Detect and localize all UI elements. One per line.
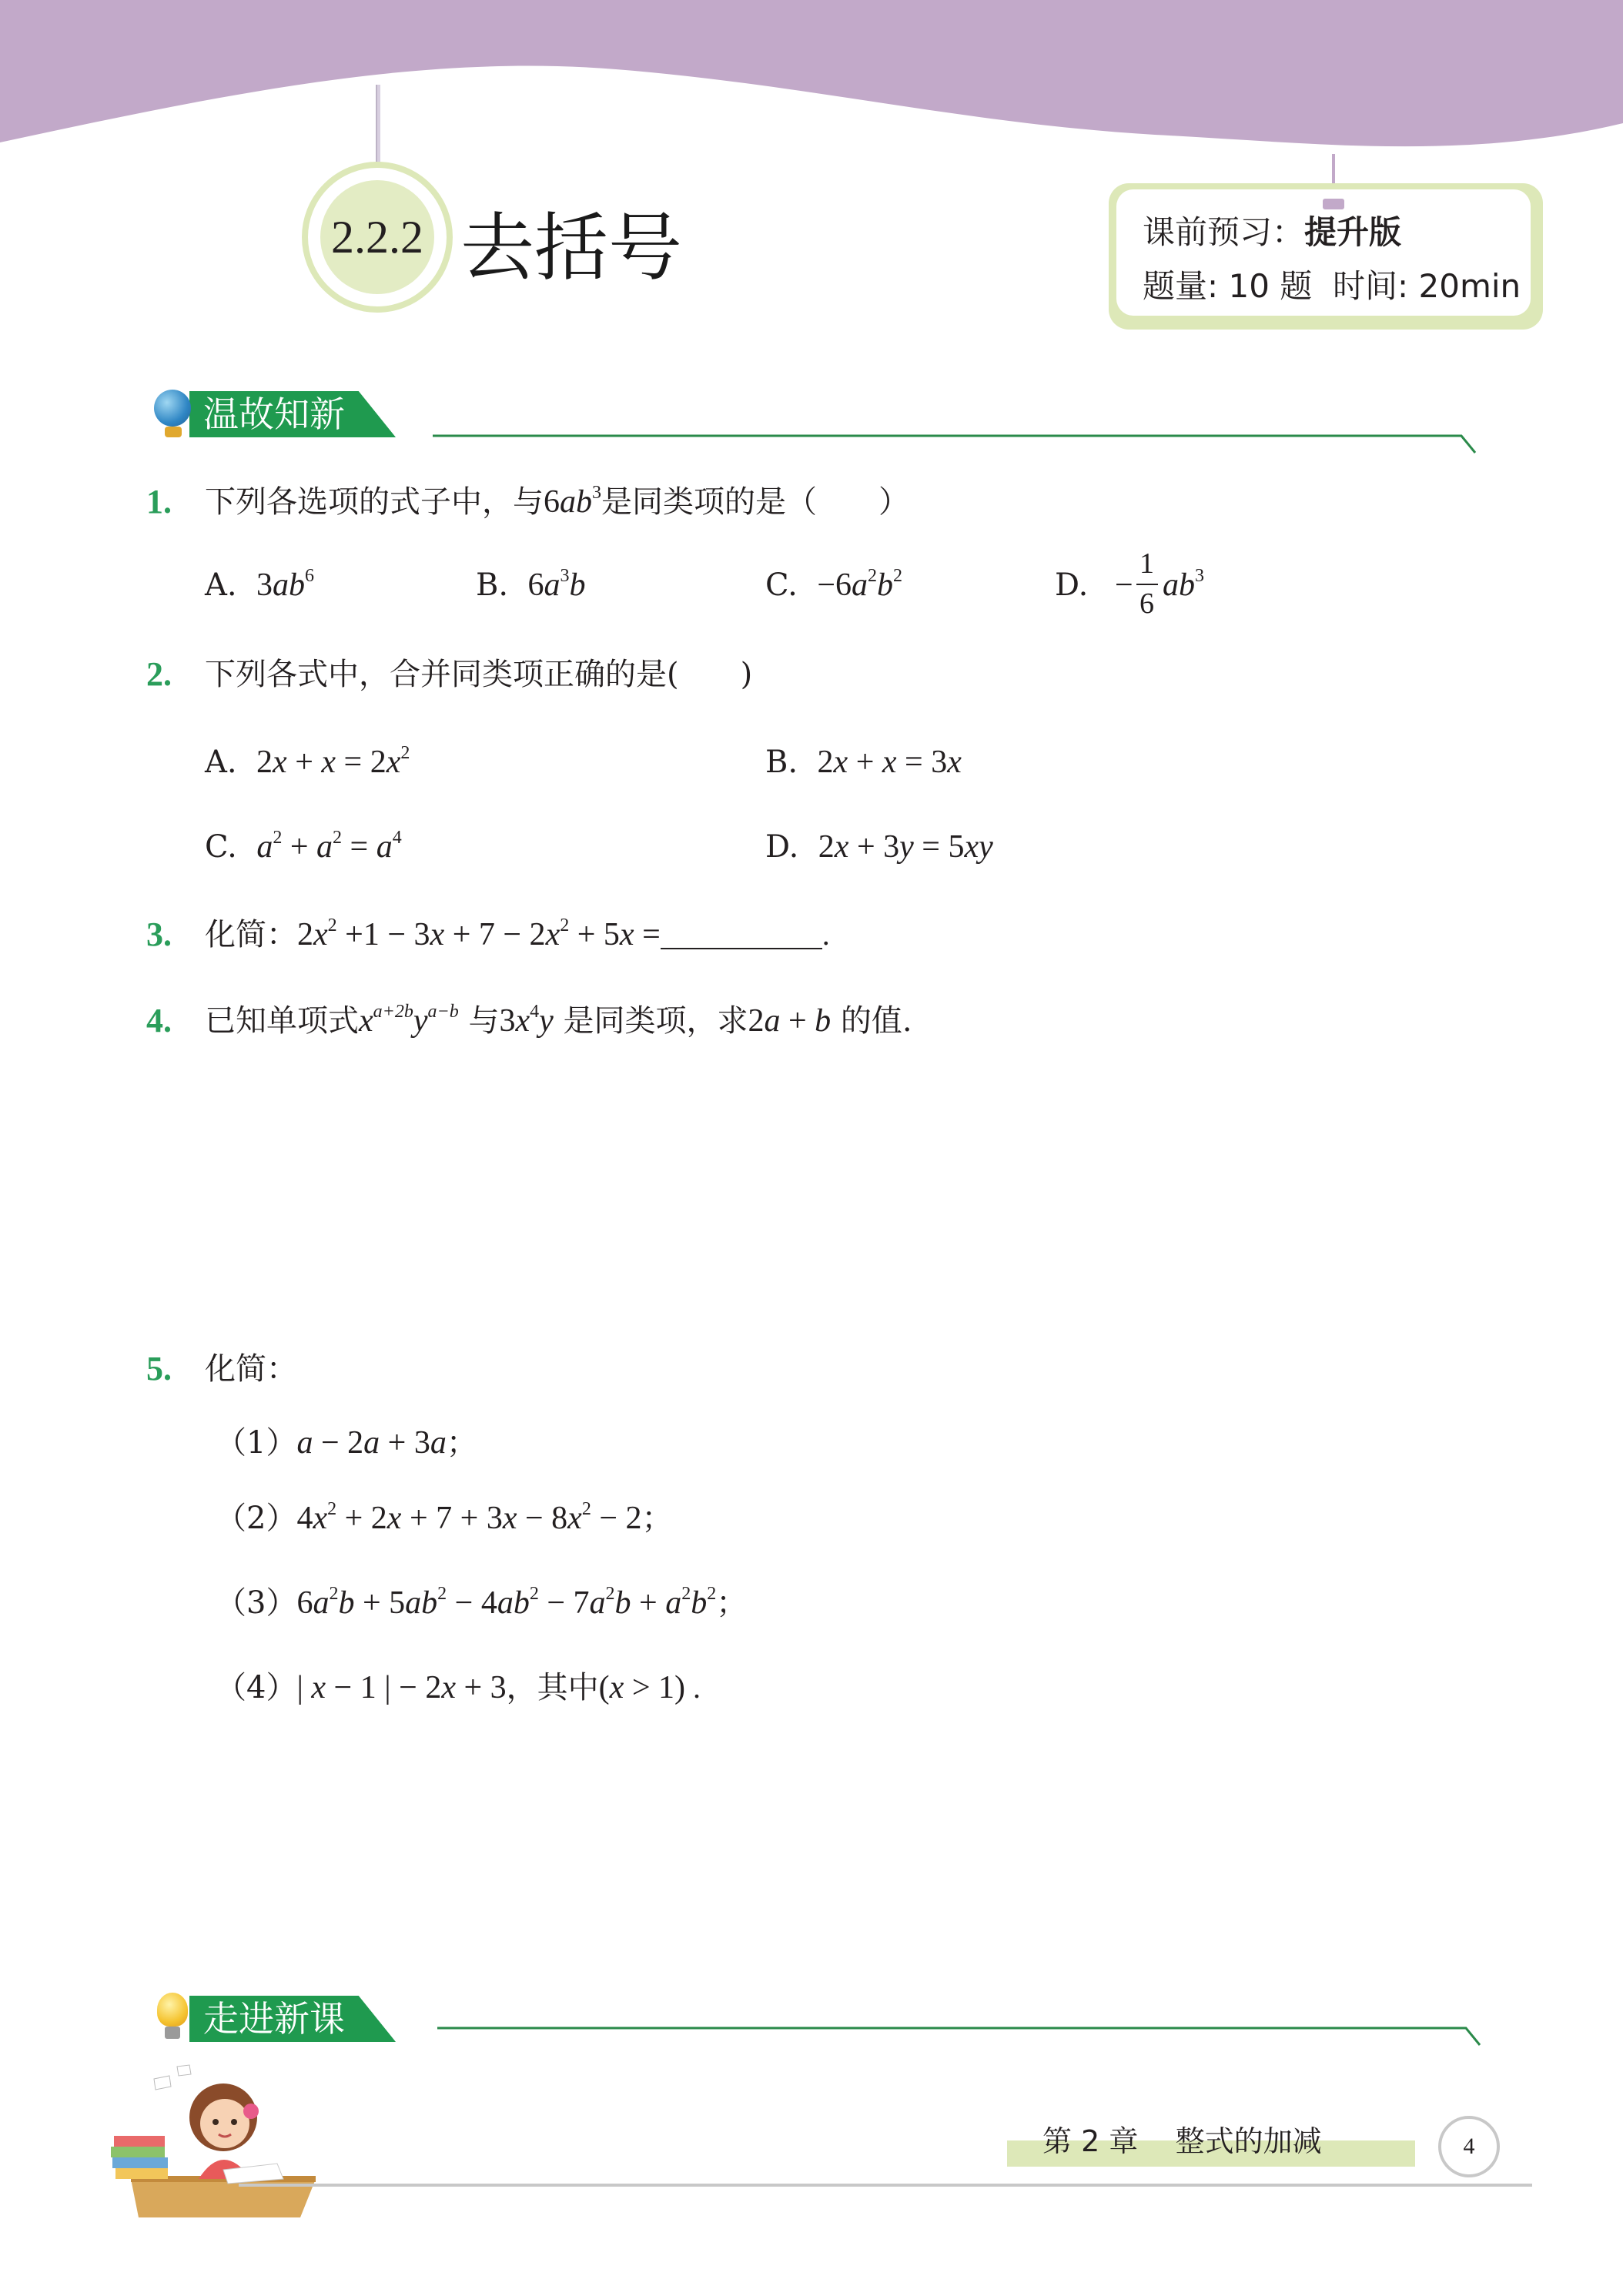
option-c[interactable]: C. $-6a^2b^2$ [765,566,903,603]
badge-level: 提升版 [1304,213,1402,251]
page-number: 4 [1463,2134,1475,2159]
section-tab-review [149,385,403,440]
question-number: 3. [146,915,172,953]
hanging-string [376,85,380,169]
question-3-text: 化简：$2x^2 +1 - 3x + 7 - 2x^2 + 5x$ = . [205,915,830,952]
question-number: 4. [146,1002,172,1039]
sub-item-2: $(2)4x^2 + 2x + 7 + 3x - 8x^2 - 2$； [216,1499,673,1536]
sub-item-4: （4）| x − 1 | − 2x + 3，其中(x > 1) . [216,1670,701,1705]
badge-hanger [1323,199,1344,209]
question-text: 下列各选项的式子中，与 [205,484,544,520]
question-1-text: 下列各选项的式子中，与$6ab^3$是同类项的是（ ） [205,483,909,520]
option-a[interactable]: A. $3ab^6$ [205,566,315,603]
chapter-title: 整式的加减 [1175,2124,1322,2158]
option-a[interactable]: A. $2x + x = 2x^2$ [205,743,410,780]
section-divider [431,430,1478,460]
question-5-text: 化简： [205,1351,297,1387]
globe-icon [154,390,191,427]
section-tab-label: 走进新课 [203,1998,345,2040]
option-d[interactable]: D. 2x + 3y = 5xy [765,829,993,865]
badge-label: 课前预习： [1143,213,1305,251]
footer-chapter [1042,2120,1322,2162]
question-number: 2. [146,655,172,693]
option-c[interactable]: C. $a^2 + a^2 = a^4$ [205,828,402,865]
answer-blank[interactable] [661,917,822,949]
option-b[interactable]: B. 2x + x = 3x [765,745,962,780]
student-illustration [108,2063,323,2225]
section-divider [436,2022,1483,2053]
top-banner [0,0,1623,169]
section-number: 2.2.2 [331,212,423,263]
question-text: 是同类项的是（ ） [601,484,909,520]
badge-quantity-time: 题量: 10 题 时间: 20min [1143,267,1521,305]
question-4-text: 已知单项式$x^{a+2b}y^{a-b}$ 与$3x^4y$ 是同类项，求2a + b 的值. [205,1002,912,1039]
question-number: 1. [146,483,172,520]
question-2-text: 下列各式中，合并同类项正确的是( ) [205,657,753,692]
option-d-fraction: − 1 6 $ab^3$ [1115,547,1204,620]
lightbulb-icon [157,1993,188,2027]
section-tab-new-lesson [149,1990,403,2045]
option-b[interactable]: B. $6a^3b$ [476,566,586,603]
section-number-circle [302,162,453,313]
footer-rule [239,2184,1532,2187]
page-number-circle [1438,2116,1500,2177]
page-title: 去括号 [460,205,682,291]
section-tab-label: 温故知新 [203,393,345,435]
question-number: 5. [146,1350,172,1387]
sub-item-3: $(3)6a^2b + 5ab^2 - 4ab^2 - 7a^2b + a^2b^2$； [216,1584,748,1621]
option-d[interactable]: D. [1055,567,1089,603]
sub-item-1: （1）a − 2a + 3a； [216,1425,477,1461]
chapter-number: 第 2 章 [1042,2124,1139,2158]
